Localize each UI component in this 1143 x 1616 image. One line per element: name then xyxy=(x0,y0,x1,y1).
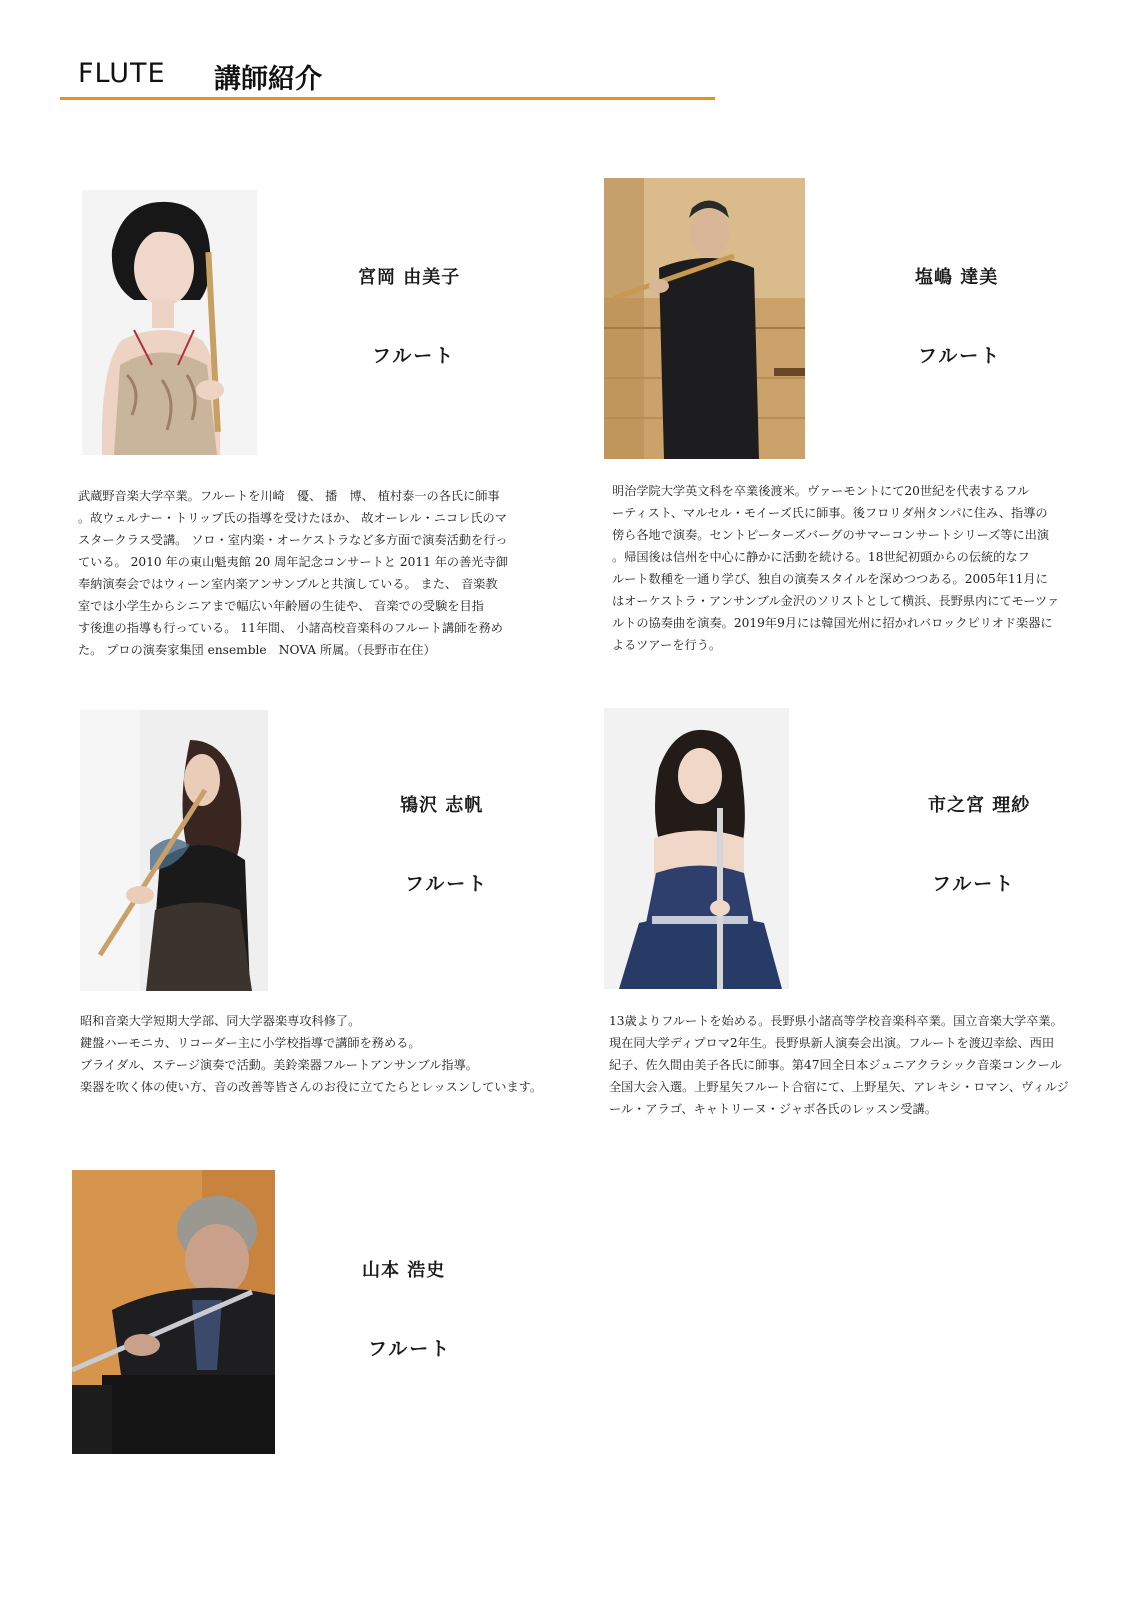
header-underline xyxy=(60,97,715,100)
instructor-bio xyxy=(78,485,508,661)
instructor-bio xyxy=(612,480,1059,656)
bio-line: 全国大会入選。上野星矢フルート合宿にて、上野星矢、アレキシ・ロマン、ヴィルジ xyxy=(609,1080,1069,1094)
page-title-en: FLUTE xyxy=(78,58,166,89)
bio-line: ルトの協奏曲を演奏。2019年9月には韓国光州に招かれバロックピリオド楽器に xyxy=(612,616,1053,630)
bio-line: 奉納演奏会ではウィーン室内楽アンサンブルと共演している。 また、 音楽教 xyxy=(78,577,498,591)
instructor-name: 鴇沢 志帆 xyxy=(400,795,484,816)
bio-line: ている。 2010 年の東山魁夷館 20 周年記念コンサートと 2011 年の善光寺御 xyxy=(78,555,508,569)
bio-line: 傍ら各地で演奏。セントピーターズバーグのサマーコンサートシリーズ等に出演 xyxy=(612,528,1050,542)
instructor-instrument: フルート xyxy=(918,345,1002,367)
bio-line: 鍵盤ハーモニカ、リコーダー主に小学校指導で講師を務める。 xyxy=(80,1036,421,1050)
instructor-instrument: フルート xyxy=(932,873,1016,895)
bio-line: はオーケストラ・アンサンブル金沢のソリストとして横浜、長野県内にてモーツァ xyxy=(612,594,1060,608)
bio-line: ール・アラゴ、キャトリーヌ・ジャボ各氏のレッスン受講。 xyxy=(609,1102,937,1116)
bio-line: 明治学院大学英文科を卒業後渡米。ヴァーモントにて20世紀を代表するフル xyxy=(612,484,1030,498)
instructor-name: 市之宮 理紗 xyxy=(928,795,1031,816)
bio-line: ブライダル、ステージ演奏で活動。美鈴楽器フルートアンサンブル指導。 xyxy=(80,1058,478,1072)
bio-line: 13歳よりフルートを始める。長野県小諸高等学校音楽科卒業。国立音楽大学卒業。 xyxy=(609,1014,1063,1028)
instructor-name: 山本 浩史 xyxy=(362,1260,446,1281)
bio-line: た。 プロの演奏家集団 ensemble NOVA 所属。（長野市在住） xyxy=(78,643,436,657)
bio-line: 紀子、佐久間由美子各氏に師事。第47回全日本ジュニアクラシック音楽コンクール xyxy=(609,1058,1062,1072)
flutist-performance-photo xyxy=(72,1170,275,1454)
instructor-bio xyxy=(80,1010,542,1098)
instructor-instrument: フルート xyxy=(368,1338,452,1360)
instructor-instrument: フルート xyxy=(372,345,456,367)
bio-line: よるツアーを行う。 xyxy=(612,638,722,652)
flutist-portrait-photo xyxy=(82,190,257,455)
bio-line: 。帰国後は信州を中心に静かに活動を続ける。18世紀初頭からの伝統的なフ xyxy=(612,550,1030,564)
bio-line: 武蔵野音楽大学卒業。フルートを川崎 優、 播 博、 植村泰一の各氏に師事 xyxy=(78,489,500,503)
bio-line: 現在同大学ディプロマ2年生。長野県新人演奏会出演。フルートを渡辺幸絵、西田 xyxy=(609,1036,1055,1050)
instructor-instrument: フルート xyxy=(405,873,489,895)
bio-line: す後進の指導も行っている。 11年間、 小諸高校音楽科のフルート講師を務め xyxy=(78,621,503,635)
bio-line: スタークラス受講。 ソロ・室内楽・オーケストラなど多方面で演奏活動を行っ xyxy=(78,533,508,547)
bio-line: 楽器を吹く体の使い方、音の改善等皆さんのお役に立てたらとレッスンしています。 xyxy=(80,1080,543,1094)
flutist-profile-photo xyxy=(80,710,268,991)
bio-line: 昭和音楽大学短期大学部、同大学器楽専攻科修了。 xyxy=(80,1014,361,1028)
instructor-bio xyxy=(609,1010,1069,1120)
bio-line: ーティスト、マルセル・モイーズ氏に師事。後フロリダ州タンパに住み、指導の xyxy=(612,506,1048,520)
page-title-jp: 講師紹介 xyxy=(214,64,322,95)
flutist-stage-photo xyxy=(604,178,805,459)
instructor-name: 宮岡 由美子 xyxy=(358,267,461,288)
instructor-name: 塩嶋 達美 xyxy=(915,267,999,288)
bio-line: 。故ウェルナー・トリップ氏の指導を受けたほか、 故オーレル・ニコレ氏のマ xyxy=(78,511,507,525)
bio-line: ルート数種を一通り学び、独自の演奏スタイルを深めつつある。2005年11月に xyxy=(612,572,1048,586)
flutist-gown-photo xyxy=(604,708,789,989)
bio-line: 室では小学生からシニアまで幅広い年齢層の生徒や、 音楽での受験を目指 xyxy=(78,599,484,613)
